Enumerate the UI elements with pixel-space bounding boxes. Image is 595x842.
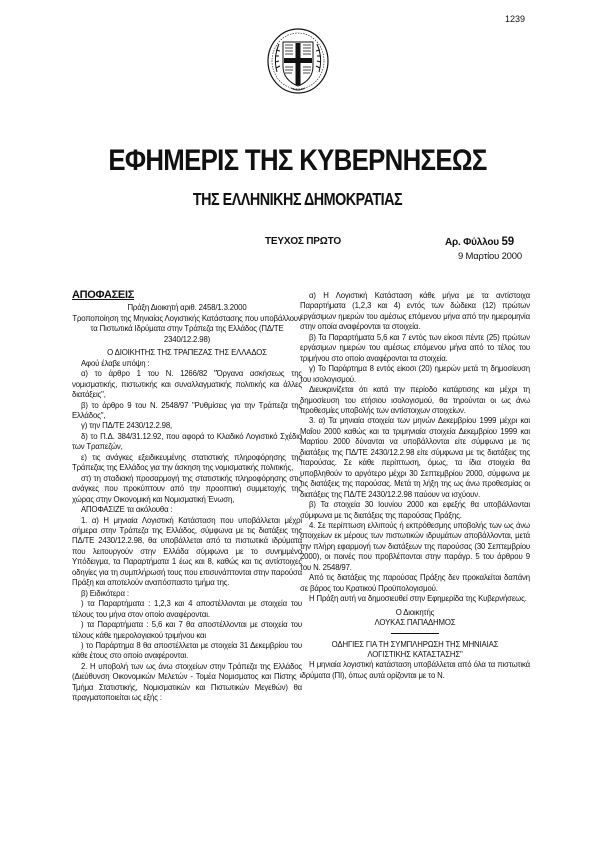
issue-label: ΤΕΥΧΟΣ ΠΡΩΤΟ bbox=[265, 236, 341, 247]
issue-date: 9 Μαρτίου 2000 bbox=[458, 251, 522, 262]
paragraph: ) τα Παραρτήματα : 1,2,3 και 4 αποστέλλονται με στοιχεία του τέλους του μήνα στον οποίο αναφέρονται. bbox=[72, 599, 302, 619]
instructions-title: ΛΟΓΙΣΤΙΚΗΣ ΚΑΤΑΣΤΑΣΗΣ" bbox=[367, 649, 463, 659]
paragraph: β) Ειδικότερα : bbox=[81, 588, 129, 598]
paragraph: Από τις διατάξεις της παρούσας Πράξης δεν προκαλείται δαπάνη σε βάρος του Κρατικού Προϋπολογισμού. bbox=[300, 573, 530, 593]
paragraph: Διευκρινίζεται ότι κατά την περίοδο κατάρτισης και μέχρι τη δημοσίευση του ετήσιου ισολογισμού, θα τηρούνται οι ως άνω προθεσμίες υποβολής των αντίστοιχων στοιχείων. bbox=[300, 385, 530, 415]
paragraph: β) το άρθρο 9 του Ν. 2548/97 "Ρυθμίσεις για την Τράπεζα της Ελλάδος", bbox=[72, 400, 302, 420]
paragraph: 4. Σε περίπτωση ελλιπούς ή εκπρόθεσμης υποβολής των ως άνω στοιχείων εκ μέρους των πιστωτικών ιδρυμάτων αποβάλλονται, μετά την πλήρη εφαρμογή των διατάξεων της παρούσας (30 Σεπτεμβρίου 2000), οι ποινές που προβλέπονται στην παράγρ. 5 του άρθρου 9 του Ν. 2548/97. bbox=[300, 520, 530, 572]
paragraph: 3. α) Τα μηνιαία στοιχεία των μηνών Δεκεμβρίου 1999 μέχρι και Μαΐου 2000 καθώς και τα τριμηνιαία στοιχεία Δεκεμβρίου 1999 και Μαρτίου 2000 δύνανται να υποβάλλονται είτε σύμφωνα με τις διατάξεις της ΠΔ/ΤΕ 2430/12.2.98 είτε σύμφωνα με τις διατάξεις της παρούσας. Σε κάθε περίπτωση, όμως, τα ίδια στοιχεία θα υποβληθούν το αργότερο μέχρι 30 Σεπτεμβρίου 2000, σύμφωνα με τις διατάξεις της παρούσας. Μετά τη λήξη της ως άνω προθεσμίας οι διατάξεις της ΠΔ/ΤΕ 2430/12.2.98 παύουν να ισχύουν. bbox=[300, 416, 530, 499]
paragraph: Αφού έλαβε υπόψη : bbox=[81, 358, 150, 368]
paragraph: δ) το Π.Δ. 384/31.12.92, που αφορά το Κλαδικό Λογιστικό Σχέδιο των Τραπεζών, bbox=[72, 431, 302, 452]
paragraph: β) Τα Παραρτήματα 5,6 και 7 εντός των είκοσι πέντε (25) πρώτων εργάσιμων ημερών του αμέσως επόμενου μήνα από το τέλος του τριμήνου στο οποίο αναφέρονται τα στοιχεία. bbox=[300, 332, 530, 363]
paragraph: α) το άρθρο 1 του Ν. 1266/82 "Όργανα ασκήσεως της νομισματικής, πιστωτικής και συναλλαγματικής πολιτικής και άλλες διατάξεις", bbox=[72, 369, 302, 400]
divider bbox=[391, 633, 439, 634]
section-title: ΑΠΟΦΑΣΕΙΣ bbox=[72, 289, 135, 301]
paragraph: ) τα Παραρτήματα : 5,6 και 7 θα αποστέλλονται με στοιχεία του τέλους κάθε ημερολογιακού τριμήνου και bbox=[72, 620, 302, 640]
paragraph: γ) Το Παράρτημα 8 εντός είκοσι (20) ημερών μετά τη δημοσίευση του ισολογισμού. bbox=[300, 364, 530, 384]
greek-coat-of-arms-icon bbox=[267, 28, 329, 94]
paragraph: ) το Παράρτημα 8 θα αποστέλλεται με στοιχεία 31 Δεκεμβρίου του κάθε έτους στο οποίο αναφέρονται. bbox=[72, 640, 302, 661]
paragraph: γ) την ΠΔ/ΤΕ 2430/12.2.98, bbox=[81, 421, 173, 431]
paragraph: Η μηνιαία λογιστική κατάσταση υποβάλλεται από όλα τα πιστωτικά ιδρύματα (ΠΙ), όπως αυτά ορίζονται με το Ν. bbox=[300, 660, 530, 680]
paragraph: ε) τις ανάγκες εξειδικευμένης στατιστικής πληροφόρησης της Τράπεζας της Ελλάδος για την άσκηση της νομισματικής πολιτικής, bbox=[72, 452, 302, 473]
sheet-label: Αρ. Φύλλου bbox=[445, 237, 499, 248]
sheet-number bbox=[445, 236, 514, 248]
signatory-role: Ο Διοικητής bbox=[395, 607, 435, 617]
page-number: 1239 bbox=[505, 14, 526, 24]
right-column bbox=[300, 291, 530, 681]
paragraph: β) Τα στοιχεία 30 Ιουνίου 2000 και εφεξής θα υποβάλλονται σύμφωνα με τις διατάξεις της παρούσας Πράξης. bbox=[300, 500, 530, 520]
paragraph: α) Η Λογιστική Κατάσταση κάθε μήνα με τα αντίστοιχα Παραρτήματα (1,2,3 και 4) εντός των δώδεκα (12) πρώτων εργάσιμων ημερών του αμέσως επόμενου μήνα από την ημερομηνία στην οποία αναφέρονται τα στοιχεία. bbox=[300, 291, 530, 332]
paragraph: 1. α) Η μηνιαία Λογιστική Κατάσταση που υποβάλλεται μέχρι σήμερα στην Τράπεζα της Ελλάδος, σύμφωνα με τις διατάξεις της ΠΔ/ΤΕ 2430/12.2.98, θα υποβάλλεται από τα πιστωτικά ιδρύματα που λειτουργούν στην Ελλάδα σύμφωνα με το συνημμένο Υπόδειγμα, τα Παραρτήματα 1 έως και 8, καθώς και τις αντίστοιχες οδηγίες για τη συμπλήρωσή τους που επισυνάπτονται στην παρούσα Πράξη και αποτελούν αναπόσπαστο τμήμα της. bbox=[72, 515, 302, 588]
gazette-title: ΕΦΗΜΕΡΙΣ ΤΗΣ ΚΥΒΕΡΝΗΣΕΩΣ bbox=[108, 144, 487, 177]
instructions-title: ΟΔΗΓΙΕΣ ΓΙΑ ΤΗ ΣΥΜΠΛΗΡΩΣΗ ΤΗΣ ΜΗΝΙΑΙΑΣ bbox=[331, 639, 499, 649]
paragraph: Η Πράξη αυτή να δημοσιευθεί στην Εφημερίδα της Κυβερνήσεως. bbox=[309, 594, 527, 604]
act-subject: Τροποποίηση της Μηνιαίας Λογιστικής Κατάστασης που υποβάλλουν τα Πιστωτικά Ιδρύματα στην Τράπεζα της Ελλάδος (ΠΔ/ΤΕ 2340/12.2.98) bbox=[72, 313, 302, 344]
left-column bbox=[72, 290, 302, 704]
sheet-number-value: 59 bbox=[501, 236, 514, 248]
act-issuer: Ο ΔΙΟΙΚΗΤΗΣ ΤΗΣ ΤΡΑΠΕΖΑΣ ΤΗΣ ΕΛΛΑΔΟΣ bbox=[107, 348, 267, 358]
paragraph: ΑΠΟΦΑΣΙΖΕ τα ακόλουθα : bbox=[81, 505, 173, 515]
signatory-name: ΛΟΥΚΑΣ ΠΑΠΑΔΗΜΟΣ bbox=[374, 618, 456, 628]
paragraph: στ) τη σταδιακή προσαρμογή της στατιστικής πληροφόρησης στις ανάγκες που προκύπτουν από την προοπτική συμμετοχής της χώρας στην Οικονομική και Νομισματική Ένωση, bbox=[72, 473, 302, 504]
gazette-subtitle: ΤΗΣ ΕΛΛΗΝΙΚΗΣ ΔΗΜΟΚΡΑΤΙΑΣ bbox=[192, 189, 403, 209]
paragraph: 2. Η υποβολή των ως άνω στοιχείων στην Τράπεζα της Ελλάδος (Διεύθυνση Οικονομικών Μελετών - Τομέα Νομισματος και Πίστης - Τμήμα Στατιστικής, Νομισματικών και Πιστωτικών Μεγεθών) θα πραγματοποιείται ως εξής : bbox=[72, 661, 302, 703]
act-number: Πράξη Διοικητή αριθ. 2458/1.3.2000 bbox=[127, 303, 247, 313]
